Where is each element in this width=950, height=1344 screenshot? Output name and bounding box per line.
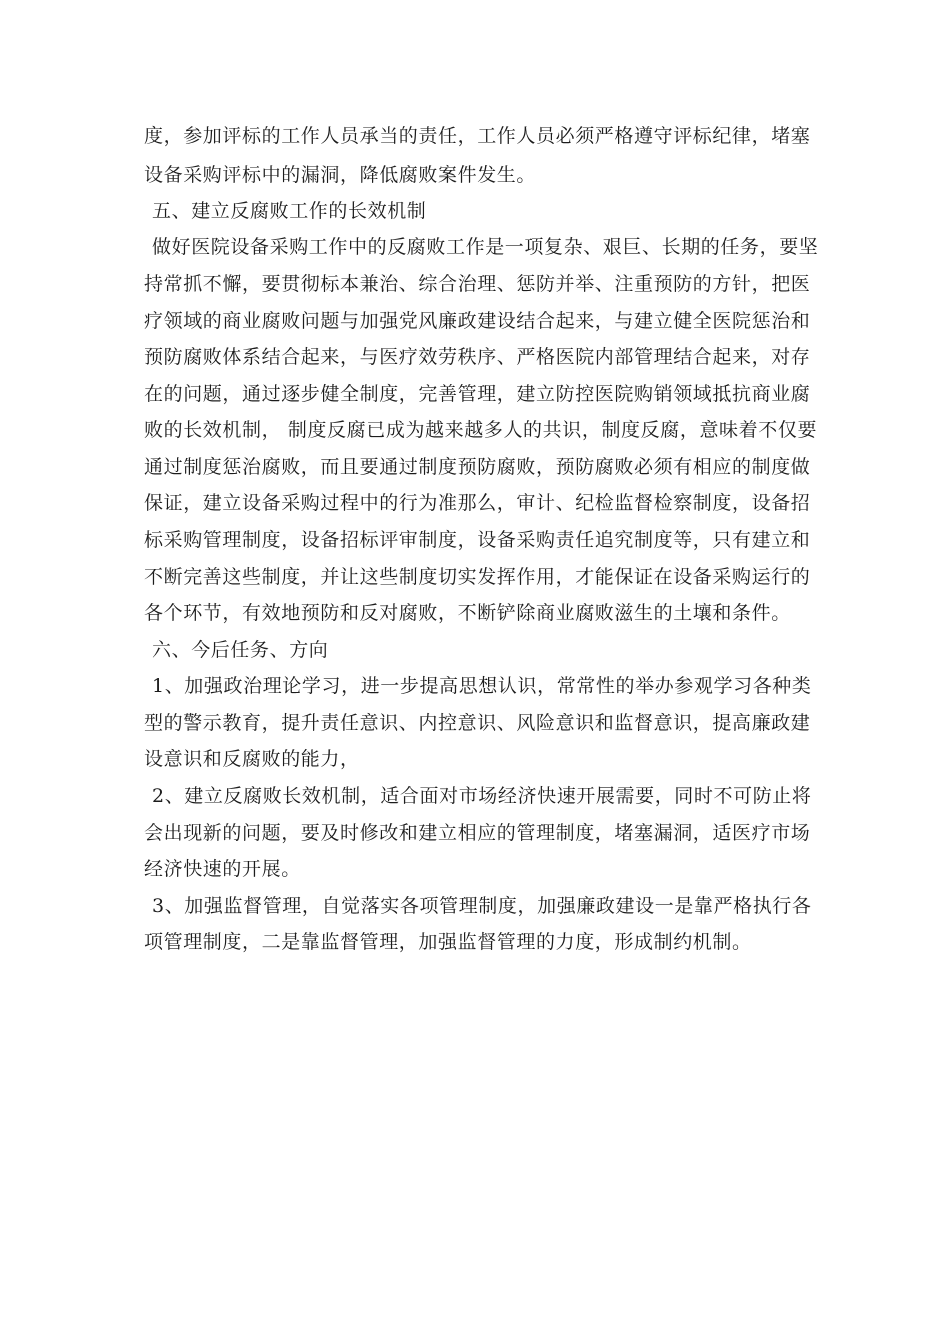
paragraph-line: 型的警示教育，提升责任意识、内控意识、风险意识和监督意识，提高廉政建	[144, 712, 811, 734]
paragraph-line: 经济快速的开展。	[144, 858, 301, 880]
paragraph-line: 会出现新的问题，要及时修改和建立相应的管理制度，堵塞漏洞，适医疗市场	[144, 822, 811, 844]
section-heading-5: 五、建立反腐败工作的长效机制	[152, 200, 427, 222]
paragraph-line: 设备采购评标中的漏洞，降低腐败案件发生。	[144, 164, 537, 186]
list-item-1: 1、加强政治理论学习，进一步提高思想认识，常常性的举办参观学习各种类	[152, 675, 812, 697]
paragraph-line: 做好医院设备采购工作中的反腐败工作是一项复杂、艰巨、长期的任务，要坚	[152, 236, 819, 258]
paragraph-line: 设意识和反腐败的能力，	[144, 748, 360, 770]
paragraph-line: 疗领域的商业腐败问题与加强党风廉政建设结合起来，与建立健全医院惩治和	[144, 310, 811, 332]
paragraph-line: 度，参加评标的工作人员承当的责任，工作人员必须严格遵守评标纪律，堵塞	[144, 125, 811, 147]
paragraph-line: 持常抓不懈，要贯彻标本兼治、综合治理、惩防并举、注重预防的方针，把医	[144, 273, 811, 295]
list-item-3: 3、加强监督管理，自觉落实各项管理制度，加强廉政建设一是靠严格执行各	[152, 895, 812, 917]
paragraph-line: 通过制度惩治腐败，而且要通过制度预防腐败，预防腐败必须有相应的制度做	[144, 456, 811, 478]
paragraph-line: 项管理制度，二是靠监督管理，加强监督管理的力度，形成制约机制。	[144, 931, 752, 953]
paragraph-line: 保证，建立设备采购过程中的行为准那么，审计、纪检监督检察制度，设备招	[144, 492, 811, 514]
list-item-2: 2、建立反腐败长效机制，适合面对市场经济快速开展需要，同时不可防止将	[152, 785, 812, 807]
paragraph-line: 各个环节，有效地预防和反对腐败，不断铲除商业腐败滋生的土壤和条件。	[144, 602, 791, 624]
paragraph-line: 标采购管理制度，设备招标评审制度，设备采购责任追究制度等，只有建立和	[144, 529, 811, 551]
paragraph-line: 在的问题，通过逐步健全制度，完善管理，建立防控医院购销领域抵抗商业腐	[144, 383, 811, 405]
paragraph-line: 预防腐败体系结合起来，与医疗效劳秩序、严格医院内部管理结合起来，对存	[144, 346, 811, 368]
paragraph-line: 不断完善这些制度，并让这些制度切实发挥作用，才能保证在设备采购运行的	[144, 566, 811, 588]
paragraph-line: 败的长效机制， 制度反腐已成为越来越多人的共识，制度反腐，意味着不仅要	[144, 419, 818, 441]
section-heading-6: 六、今后任务、方向	[152, 639, 329, 661]
